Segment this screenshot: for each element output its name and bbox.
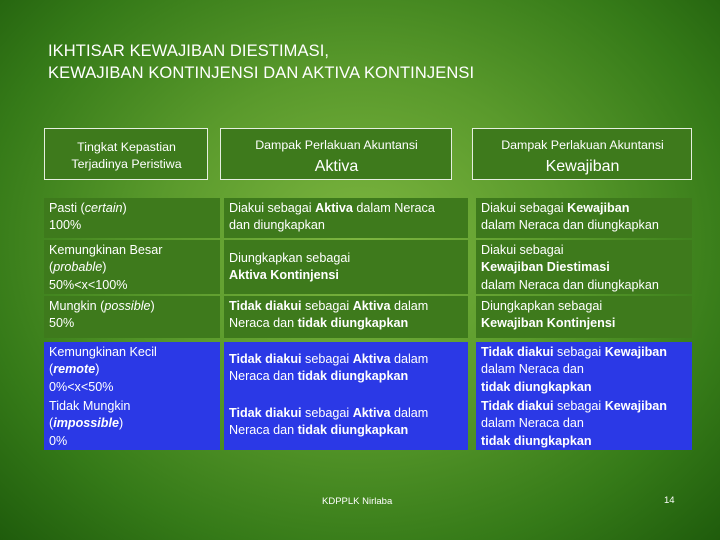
tidak-mungkin-aktiva-text-3: Neraca dan xyxy=(229,423,298,438)
kemungkinan-kecil-kewajiban-bold-3: tidak diungkapkan xyxy=(481,379,592,394)
kemungkinan-kecil-range: 0%<x<50% xyxy=(49,379,114,394)
mungkin-open: ( xyxy=(96,299,105,313)
kemungkinan-kecil-open: ( xyxy=(49,362,54,377)
pasti-kewajiban-bold: Kewajiban xyxy=(567,201,630,215)
kemungkinan-besar-close: ) xyxy=(102,260,107,275)
row-tidak-mungkin-kewajiban xyxy=(476,396,692,450)
row-kemungkinan-besar-aktiva xyxy=(224,240,468,294)
pasti-aktiva-text: Diakui sebagai xyxy=(229,201,316,215)
mungkin-aktiva-bold-1: Tidak diakui xyxy=(229,299,302,313)
row-kemungkinan-kecil-aktiva xyxy=(224,342,468,396)
kemungkinan-besar-aktiva-text: Diungkapkan sebagai xyxy=(229,251,351,265)
mungkin-aktiva-bold-3: tidak diungkapkan xyxy=(297,316,409,331)
kemungkinan-besar-open: ( xyxy=(49,260,54,275)
kemungkinan-kecil-close: ) xyxy=(95,362,100,377)
header-col1-line2: Terjadinya Peristiwa xyxy=(71,157,182,171)
tidak-mungkin-kewajiban-text: sebagai xyxy=(553,399,605,413)
pasti-open: ( xyxy=(77,201,85,215)
row-pasti-aktiva xyxy=(224,198,468,238)
header-kewajiban-sub: Dampak Perlakuan Akuntansi xyxy=(501,138,664,152)
row-mungkin-label xyxy=(44,296,220,338)
pasti-aktiva-text-2: dalam Neraca xyxy=(352,201,435,215)
kemungkinan-kecil-kewajiban-text: sebagai xyxy=(553,345,605,359)
row-tidak-mungkin-label xyxy=(44,396,220,450)
kemungkinan-besar-kewajiban-bold: Kewajiban Diestimasi xyxy=(481,260,610,275)
tidak-mungkin-kewajiban-bold-2: Kewajiban xyxy=(604,399,667,413)
pasti-range: 100% xyxy=(49,218,82,233)
mungkin-aktiva-text-2: dalam xyxy=(390,299,429,313)
tidak-mungkin-open: ( xyxy=(49,416,54,431)
tidak-mungkin-aktiva-text: sebagai xyxy=(301,406,353,420)
summary-table xyxy=(44,128,692,450)
tidak-mungkin-kewajiban-bold-3: tidak diungkapkan xyxy=(481,433,592,448)
header-aktiva xyxy=(220,128,452,180)
header-aktiva-main: Aktiva xyxy=(314,158,359,175)
header-aktiva-sub: Dampak Perlakuan Akuntansi xyxy=(255,138,418,152)
pasti-close: ) xyxy=(122,201,127,215)
tidak-mungkin-range: 0% xyxy=(49,433,68,448)
mungkin-range: 50% xyxy=(49,316,75,331)
row-kemungkinan-kecil-label xyxy=(44,342,220,396)
mungkin-aktiva-bold-2: Aktiva xyxy=(352,299,391,313)
kemungkinan-kecil-kewajiban-bold-1: Tidak diakui xyxy=(481,345,554,359)
kemungkinan-kecil-kewajiban-bold-2: Kewajiban xyxy=(604,345,667,359)
row-tidak-mungkin-aktiva xyxy=(224,396,468,450)
page-number: 14 xyxy=(664,495,675,506)
pasti-kewajiban-text: Diakui sebagai xyxy=(481,201,568,215)
pasti-label: Pasti xyxy=(49,201,77,215)
mungkin-kewajiban-bold: Kewajiban Kontinjensi xyxy=(481,316,616,331)
kemungkinan-kecil-aktiva-text: sebagai xyxy=(301,352,353,366)
tidak-mungkin-label: Tidak Mungkin xyxy=(49,399,131,413)
mungkin-aktiva-text: sebagai xyxy=(301,299,353,313)
tidak-mungkin-aktiva-bold-2: Aktiva xyxy=(352,406,391,420)
row-kemungkinan-besar-label xyxy=(44,240,220,294)
pasti-kewajiban-text-2: dalam Neraca dan diungkapkan xyxy=(481,218,659,233)
pasti-aktiva-bold: Aktiva xyxy=(315,201,353,215)
mungkin-close: ) xyxy=(150,299,155,313)
slide-title xyxy=(48,40,474,84)
row-kemungkinan-besar-kewajiban xyxy=(476,240,692,294)
header-kewajiban xyxy=(472,128,692,180)
tidak-mungkin-kewajiban-bold-1: Tidak diakui xyxy=(481,399,554,413)
tidak-mungkin-aktiva-bold-3: tidak diungkapkan xyxy=(297,423,409,438)
mungkin-label: Mungkin xyxy=(49,299,97,313)
pasti-aktiva-text-3: dan diungkapkan xyxy=(229,218,325,233)
tidak-mungkin-close: ) xyxy=(119,416,124,431)
tidak-mungkin-aktiva-bold-1: Tidak diakui xyxy=(229,406,302,420)
kemungkinan-besar-range: 50%<x<100% xyxy=(49,277,128,292)
kemungkinan-kecil-aktiva-bold-2: Aktiva xyxy=(352,352,391,366)
header-tingkat-kepastian xyxy=(44,128,208,180)
row-pasti-label xyxy=(44,198,220,238)
row-pasti-kewajiban xyxy=(476,198,692,238)
pasti-term: certain xyxy=(84,201,123,215)
footer-text: KDPPLK Nirlaba xyxy=(322,496,393,507)
kemungkinan-besar-aktiva-bold: Aktiva Kontinjensi xyxy=(229,268,339,283)
kemungkinan-kecil-aktiva-bold-1: Tidak diakui xyxy=(229,352,302,366)
kemungkinan-kecil-label: Kemungkinan Kecil xyxy=(49,345,157,359)
kemungkinan-kecil-kewajiban-text-2: dalam Neraca dan xyxy=(481,362,584,377)
title-line-1: IKHTISAR KEWAJIBAN DIESTIMASI, xyxy=(48,42,330,60)
kemungkinan-kecil-aktiva-text-3: Neraca dan xyxy=(229,369,298,384)
kemungkinan-besar-label: Kemungkinan Besar xyxy=(49,243,163,257)
kemungkinan-kecil-aktiva-bold-3: tidak diungkapkan xyxy=(297,369,409,384)
mungkin-kewajiban-text: Diungkapkan sebagai xyxy=(481,299,603,313)
tidak-mungkin-term: impossible xyxy=(53,416,119,431)
title-line-2: KEWAJIBAN KONTINJENSI DAN AKTIVA KONTINJENSI xyxy=(48,64,475,82)
header-kewajiban-main: Kewajiban xyxy=(545,158,620,175)
header-col1-line1: Tingkat Kepastian xyxy=(77,140,176,154)
tidak-mungkin-kewajiban-text-2: dalam Neraca dan xyxy=(481,416,584,431)
kemungkinan-besar-term: probable xyxy=(53,260,103,275)
mungkin-term: possible xyxy=(104,299,151,313)
kemungkinan-besar-kewajiban-text: Diakui sebagai xyxy=(481,243,564,257)
row-mungkin-kewajiban xyxy=(476,296,692,338)
row-mungkin-aktiva xyxy=(224,296,468,338)
row-kemungkinan-kecil-kewajiban xyxy=(476,342,692,396)
kemungkinan-besar-kewajiban-text-2: dalam Neraca dan diungkapkan xyxy=(481,277,659,292)
kemungkinan-kecil-aktiva-text-2: dalam xyxy=(390,352,429,366)
tidak-mungkin-aktiva-text-2: dalam xyxy=(390,406,429,420)
kemungkinan-kecil-term: remote xyxy=(53,362,96,377)
mungkin-aktiva-text-3: Neraca dan xyxy=(229,316,298,331)
